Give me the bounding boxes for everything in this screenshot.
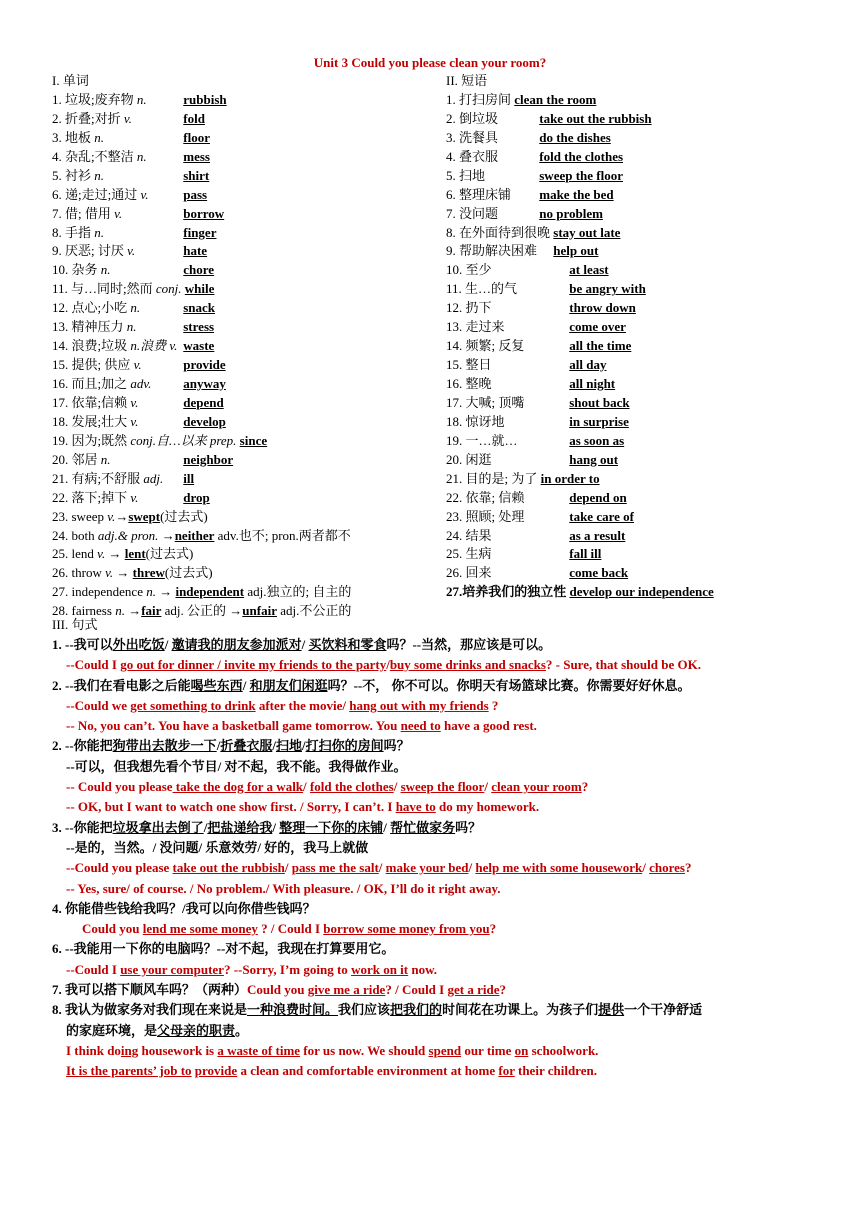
phrase-definition: 21. 目的是; 为了	[446, 470, 538, 486]
words-header: I. 单词	[52, 73, 89, 88]
phrase-item	[446, 261, 846, 280]
sentence-1-en: --Could I go out for dinner / invite my friends to the party/buy some drinks and snacks? - Sure, that should be OK.	[66, 657, 701, 673]
phrase-answer: stay out late	[553, 224, 621, 240]
phrase-item	[446, 564, 846, 583]
word-answer: anyway	[183, 376, 226, 392]
phrase-definition: 26. 回来	[446, 565, 492, 581]
word-item	[52, 413, 442, 432]
phrase-definition: 17. 大喊; 顶嘴	[446, 394, 525, 410]
word-item	[52, 375, 442, 394]
word-answer: neighbor	[183, 451, 234, 467]
word-item	[52, 337, 442, 356]
sentence-6-cn: 6. --我能用一下你的电脑吗？--对不起，我现在打算要用它。	[52, 941, 395, 957]
phrase-item	[446, 280, 846, 299]
word-item	[52, 356, 442, 375]
word-item	[52, 261, 442, 280]
word-answer: rubbish	[183, 91, 227, 107]
phrase-answer: take out the rubbish	[539, 110, 652, 126]
word-answer: fold	[183, 110, 205, 126]
phrase-definition: 3. 洗餐具	[446, 129, 499, 145]
word-definition: 3. 地板 n.	[52, 129, 105, 145]
word-form-item: 23. sweep v.→swept(过去式)	[52, 508, 208, 524]
word-answer: hate	[183, 243, 208, 259]
phrase-answer: throw down	[569, 300, 636, 316]
word-definition: 19. 因为;既然 conj.自…以来 prep.	[52, 432, 237, 448]
sentence-2-en-question: --Could we get something to drink after the movie/ hang out with my friends ?	[66, 697, 499, 713]
phrase-item	[446, 205, 846, 224]
words-section	[52, 72, 442, 621]
sentence-8-cn-line1: 8. 我认为做家务对我们现在来说是一种浪费时间。我们应该把我们的时间花在功课上。为孩子们提供一个干净舒适	[52, 1002, 703, 1018]
word-answer: ill	[183, 470, 195, 486]
phrase-answer: all the time	[569, 338, 632, 354]
word-definition: 18. 发展;壮大 v.	[52, 413, 139, 429]
sentence-1-cn: 1. --我可以外出吃饭/ 邀请我的朋友参加派对/ 买饮料和零食吗？--当然，那应该是可以。	[52, 637, 552, 652]
sentence-8-en-line1: I think doing housework is a waste of time for us now. We should spend our time on schoolwork.	[66, 1042, 599, 1058]
phrase-answer: take care of	[569, 508, 634, 524]
phrase-answer: fall ill	[569, 546, 602, 562]
phrase-answer: all night	[569, 376, 616, 392]
phrase-definition: 9. 帮助解决困难	[446, 243, 538, 259]
word-form-item: 25. lend v. → lent(过去式)	[52, 546, 194, 562]
phrase-definition: 20. 闲逛	[446, 451, 492, 467]
phrase-definition: 7. 没问题	[446, 205, 499, 221]
phrase-item	[446, 583, 846, 602]
word-form-item: 28. fairness n. →fair adj. 公正的 →unfair adj.不公正的	[52, 603, 352, 619]
phrases-header: II. 短语	[446, 73, 488, 88]
page-title: Unit 3 Could you please clean your room?	[313, 55, 547, 70]
phrase-answer: clean the room	[514, 91, 597, 107]
sentence-5-en: Could you lend me some money ? / Could I borrow some money from you?	[82, 921, 497, 937]
word-item	[52, 432, 442, 451]
word-answer: pass	[183, 186, 208, 202]
phrase-item	[446, 432, 846, 451]
phrase-answer: in surprise	[569, 413, 629, 429]
phrase-answer: as a result	[569, 527, 626, 543]
sentence-8-cn-line2: 的家庭环境，是父母亲的职责。	[66, 1022, 249, 1038]
phrase-definition: 18. 惊讶地	[446, 413, 505, 429]
sentence-3-en-answer: -- OK, but I want to watch one show first. / Sorry, I can’t. I have to do my homework.	[66, 799, 540, 815]
phrase-definition: 13. 走过来	[446, 319, 505, 335]
phrase-item	[446, 375, 846, 394]
sentence-4-en-question: --Could you please take out the rubbish/ pass me the salt/ make your bed/ help me with some housework/ chores?	[66, 860, 692, 876]
phrase-answer: make the bed	[539, 186, 614, 202]
phrase-answer: in order to	[540, 470, 600, 486]
word-answer: chore	[183, 262, 215, 278]
phrase-definition: 4. 叠衣服	[446, 148, 499, 164]
phrase-item	[446, 337, 846, 356]
phrase-definition: 8. 在外面待到很晚	[446, 224, 551, 240]
phrase-answer: fold the clothes	[539, 148, 624, 164]
phrase-definition: 25. 生病	[446, 546, 492, 562]
word-item	[52, 167, 442, 186]
sentence-3-cn: 2. --你能把狗带出去散步一下/折叠衣服/扫地/打扫你的房间吗？	[52, 738, 410, 754]
word-answer: depend	[183, 394, 224, 410]
word-form-item: 26. throw v. → threw(过去式)	[52, 565, 213, 581]
word-answer: mess	[183, 148, 210, 164]
word-item	[52, 129, 442, 148]
word-definition: 20. 邻居 n.	[52, 451, 111, 467]
phrases-list	[446, 91, 846, 602]
phrase-answer: depend on	[569, 489, 627, 505]
word-answer: provide	[183, 357, 226, 373]
word-definition: 16. 而且;加之 adv.	[52, 376, 152, 392]
word-definition: 11. 与…同时;然而 conj.	[52, 281, 182, 297]
phrase-answer: hang out	[569, 451, 619, 467]
phrase-definition: 5. 扫地	[446, 167, 486, 183]
word-item	[52, 299, 442, 318]
phrase-item	[446, 129, 846, 148]
phrase-answer: do the dishes	[539, 129, 611, 145]
phrase-definition: 1. 打扫房间	[446, 91, 512, 107]
word-answer: borrow	[183, 205, 225, 221]
word-item	[52, 205, 442, 224]
word-forms-list	[52, 508, 442, 622]
word-item	[52, 224, 442, 243]
phrase-item	[446, 224, 846, 243]
phrase-definition: 10. 至少	[446, 262, 492, 278]
word-answer: waste	[183, 338, 215, 354]
phrase-answer: come back	[569, 565, 629, 581]
phrase-item	[446, 527, 846, 546]
word-item	[52, 470, 442, 489]
phrase-item	[446, 299, 846, 318]
word-definition: 17. 依靠;信赖 v.	[52, 394, 139, 410]
word-definition: 5. 衬衫 n.	[52, 167, 105, 183]
word-answer: floor	[183, 129, 210, 145]
phrase-definition: 23. 照顾; 处理	[446, 508, 525, 524]
phrase-item	[446, 110, 846, 129]
word-definition: 8. 手指 n.	[52, 224, 105, 240]
word-definition: 2. 折叠;对折 v.	[52, 110, 132, 126]
phrase-answer: no problem	[539, 205, 603, 221]
phrase-answer: be angry with	[569, 281, 646, 297]
phrase-answer: at least	[569, 262, 609, 278]
sentence-2-cn: 2. --我们在看电影之后能喝些东西/ 和朋友们闲逛吗？--不， 你不可以。你明天有场篮球比赛。你需要好好休息。	[52, 677, 691, 693]
word-item	[52, 110, 442, 129]
phrase-item	[446, 470, 846, 489]
word-definition: 14. 浪费;垃圾 n.浪费 v.	[52, 338, 178, 354]
word-definition: 21. 有病;不舒服 adj.	[52, 470, 164, 486]
sentence-6-en: --Could I use your computer? --Sorry, I’m going to work on it now.	[66, 961, 438, 977]
word-answer: shirt	[183, 167, 210, 183]
phrase-item	[446, 148, 846, 167]
word-item	[52, 91, 442, 110]
word-answer: since	[239, 432, 268, 448]
words-list	[52, 91, 442, 508]
sentence-8-en-line2: It is the parents’ job to provide a clean and comfortable environment at home for their children.	[66, 1063, 597, 1079]
word-definition: 12. 点心;小吃 n.	[52, 300, 141, 316]
phrase-item	[446, 91, 846, 110]
word-form-item: 27. independence n. → independent adj.独立的; 自主的	[52, 584, 352, 600]
word-definition: 13. 精神压力 n.	[52, 319, 137, 335]
phrase-answer: as soon as	[569, 432, 625, 448]
phrases-section	[446, 72, 846, 602]
word-item	[52, 489, 442, 508]
phrase-item	[446, 489, 846, 508]
word-item	[52, 394, 442, 413]
word-item	[52, 280, 442, 299]
phrase-definition: 16. 整晚	[446, 376, 492, 392]
phrase-answer: come over	[569, 319, 626, 335]
phrase-definition: 2. 倒垃圾	[446, 110, 499, 126]
phrase-definition: 12. 扔下	[446, 300, 492, 316]
sentence-4-en-answer: -- Yes, sure/ of course. / No problem./ With pleasure. / OK, I’ll do it right away.	[66, 880, 501, 896]
sentence-4-cn: 3. --你能把垃圾拿出去倒了/把盐递给我/ 整理一下你的床铺/ 帮忙做家务吗？	[52, 819, 482, 835]
word-definition: 4. 杂乱;不整洁 n.	[52, 148, 147, 164]
sentence-5-cn: 4. 你能借些钱给我吗？/我可以向你借些钱吗？	[52, 900, 316, 916]
word-answer: stress	[183, 319, 215, 335]
phrase-definition: 27.培养我们的独立性	[446, 584, 567, 600]
word-definition: 15. 提供; 供应 v.	[52, 357, 142, 373]
phrase-item	[446, 356, 846, 375]
phrase-item	[446, 545, 846, 564]
phrase-item	[446, 167, 846, 186]
word-answer: snack	[183, 300, 216, 316]
phrase-definition: 22. 依靠; 信赖	[446, 489, 525, 505]
phrase-item	[446, 508, 846, 527]
sentence-3-en-question: -- Could you please take the dog for a walk/ fold the clothes/ sweep the floor/ clean your room?	[66, 779, 589, 795]
sentence-4-cn-answer: --是的，当然。/ 没问题/ 乐意效劳/ 好的，我马上就做	[66, 839, 369, 855]
sentence-2-en-answer: -- No, you can’t. You have a basketball game tomorrow. You need to have a good rest.	[66, 718, 537, 734]
word-form-item: 24. both adj.& pron. →neither adv.也不; pron.两者都不	[52, 527, 351, 543]
phrase-answer: sweep the floor	[539, 167, 624, 183]
phrase-definition: 11. 生…的气	[446, 281, 518, 297]
sentences-section	[52, 617, 842, 1082]
word-definition: 9. 厌恶; 讨厌 v.	[52, 243, 136, 259]
word-item	[52, 186, 442, 205]
phrase-answer: develop our independence	[569, 584, 714, 600]
word-item	[52, 148, 442, 167]
phrase-item	[446, 242, 846, 261]
sentences-header: III. 句式	[52, 617, 98, 632]
phrase-definition: 6. 整理床铺	[446, 186, 512, 202]
phrase-definition: 24. 结果	[446, 527, 492, 543]
word-item	[52, 451, 442, 470]
word-answer: drop	[183, 489, 210, 505]
sentence-7: 7. 我可以搭下顺风车吗？（两种）Could you give me a ride? / Could I get a ride?	[52, 982, 506, 998]
phrase-item	[446, 413, 846, 432]
phrase-definition: 14. 频繁; 反复	[446, 338, 525, 354]
phrase-definition: 15. 整日	[446, 357, 492, 373]
word-definition: 7. 借; 借用 v.	[52, 205, 123, 221]
word-item	[52, 242, 442, 261]
phrase-answer: all day	[569, 357, 607, 373]
word-answer: finger	[183, 224, 217, 240]
word-definition: 10. 杂务 n.	[52, 262, 111, 278]
sentence-3-cn-answer: --可以，但我想先看个节目/ 对不起，我不能。我得做作业。	[66, 758, 407, 774]
word-answer: develop	[183, 413, 226, 429]
word-definition: 22. 落下;掉下 v.	[52, 489, 139, 505]
phrase-definition: 19. 一…就…	[446, 432, 518, 448]
phrase-answer: help out	[553, 243, 599, 259]
phrase-item	[446, 394, 846, 413]
phrase-item	[446, 451, 846, 470]
word-definition: 1. 垃圾;废弃物 n.	[52, 91, 147, 107]
phrase-answer: shout back	[569, 394, 630, 410]
word-answer: while	[184, 281, 215, 297]
phrase-item	[446, 186, 846, 205]
word-item	[52, 318, 442, 337]
phrase-item	[446, 318, 846, 337]
word-definition: 6. 递;走过;通过 v.	[52, 186, 149, 202]
